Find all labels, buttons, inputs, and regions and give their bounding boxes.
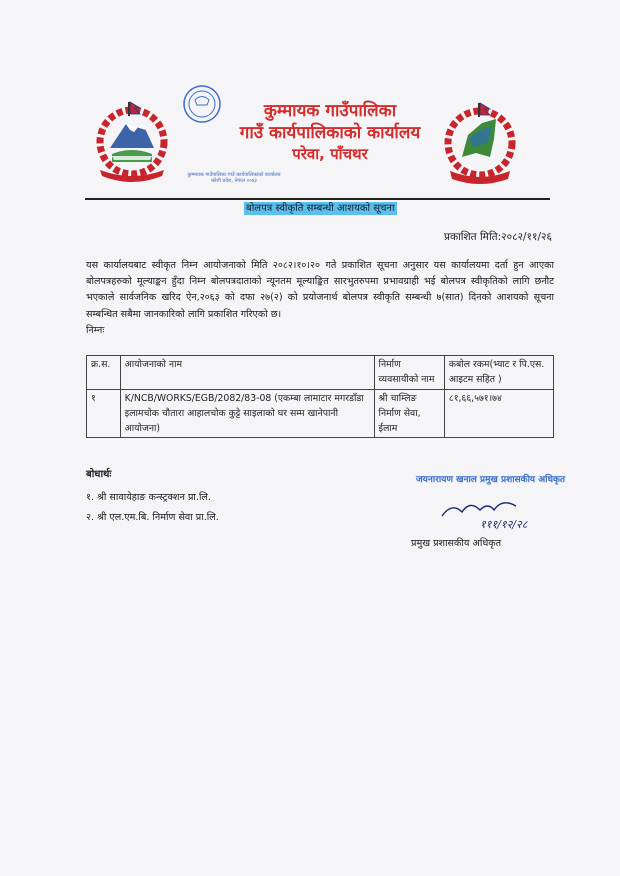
header-contractor: निर्माण व्यवसायीको नाम [374, 356, 444, 390]
header-sn: क्र.स. [87, 356, 121, 390]
nepal-government-emblem-icon [90, 96, 174, 188]
notice-title: बोलपत्र स्वीकृति सम्बन्धी आशयको सूचना [246, 203, 395, 214]
published-date: प्रकाशित मिति:२०८२/११/२६ [444, 231, 552, 243]
office-seal-stamp [182, 84, 222, 124]
notice-body-text: यस कार्यालयबाट स्वीकृत निम्न आयोजनाको मिति २०८२।१०।२० गते प्रकाशित सूचना अनुसार यस कार्यालयमा दर्ता हुन आएका बोलपत्रहरुको मूल्याङ्कन हुँदा निम्न बोलपत्रदाताको न्यूनतम मूल्याङ्कित सारभुतरुपमा प्रभावग्राही भई बोलपत्र स्वीकृतिको लागि छनौट भएकाले सार्वजनिक खरिद ऐन,२०६३ को दफा २७(२) को प्रयोजनार्थ बोलपत्र स्वीकृति सम्बन्धी ७(सात) दिनको आशयको सूचना सम्बन्धित सबैमा जानकारिको लागि प्रकाशित गरिएको छ। [86, 260, 554, 320]
municipality-logo-icon [438, 99, 522, 191]
office-address: परेवा, पाँचथर [292, 145, 368, 163]
signatory-title: प्रमुख प्रशासकीय अधिकृत [411, 538, 502, 549]
cc-item: २. श्री एल.एम.बि. निर्माण सेवा प्रा.लि. [86, 512, 219, 523]
header-amount: कबोल रकम(भ्याट र पि.एस. आइटम सहित ) [444, 356, 553, 390]
table-header-row [87, 356, 554, 390]
cell-project: K/NCB/WORKS/EGB/2082/83-08 (एकम्बा लामाटार मगरडाँडा इलामचोक चौतारा आहालचोक कुट्टे साइलाको घर सम्म खानेपानी आयोजना) [120, 390, 374, 438]
notice-body [86, 258, 554, 339]
cell-contractor: श्री चाम्लिङ निर्माण सेवा, ईलाम [374, 390, 444, 438]
table-row [87, 390, 554, 438]
following-label: निम्नः [86, 324, 105, 336]
header-project: आयोजनाको नाम [120, 356, 374, 390]
officer-stamp-text: जयनारायण खनाल प्रमुख प्रशासकीय अधिकृत [416, 475, 566, 485]
office-header [220, 100, 440, 164]
cell-sn: १ [87, 390, 121, 438]
cell-amount: ८१,६६,५७१।७४ [444, 390, 553, 438]
municipality-name: कुम्मायक गाउँपालिका [263, 101, 397, 121]
bid-award-table [86, 355, 554, 438]
cc-title: बोधार्थः [86, 469, 112, 480]
cc-item: १. श्री सावायेहाङ कन्स्ट्रक्शन प्रा.लि. [86, 492, 211, 503]
header-divider [85, 198, 550, 200]
office-seal-text: कुम्मायक गाउँपालिका गाउँ कार्यपालिकाको कार्यालय कोशी प्रदेश, नेपाल २०७३ [187, 172, 281, 184]
signature-date: १११/१२/२८ [480, 518, 528, 531]
cc-list [86, 488, 219, 528]
office-name: गाउँ कार्यपालिकाको कार्यालय [239, 123, 421, 143]
officer-signature [412, 500, 562, 520]
